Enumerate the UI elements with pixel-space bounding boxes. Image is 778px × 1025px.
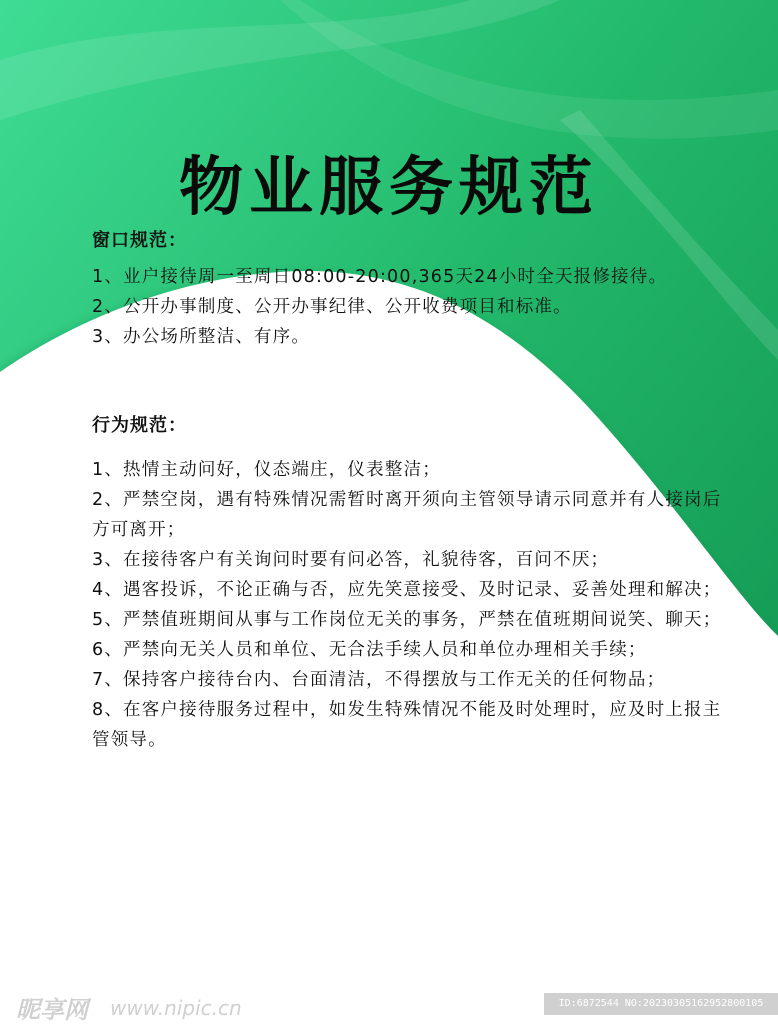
section-heading: 行为规范： — [92, 415, 187, 436]
list-item: 2、公开办事制度、公开办事纪律、公开收费项目和标准。 — [92, 297, 572, 317]
list-item: 1、业户接待周一至周日08:00-20:00,365天24小时全天报修接待。 — [92, 267, 668, 287]
list-item: 1、热情主动问好，仪态端庄，仪表整洁； — [92, 460, 441, 480]
watermark-logo: 昵享网 — [16, 996, 88, 1024]
window-standards-section — [92, 226, 732, 352]
list-item: 4、遇客投诉，不论正确与否，应先笑意接受、及时记录、妥善处理和解决； — [92, 580, 722, 600]
image-id-badge: ID:6872544 NO:20230305162952800105 — [544, 993, 778, 1015]
section-heading: 窗口规范： — [92, 230, 187, 251]
list-item: 8、在客户接待服务过程中，如发生特殊情况不能及时处理时，应及时上报主管领导。 — [92, 700, 722, 750]
list-item: 5、严禁值班期间从事与工作岗位无关的事务，严禁在值班期间说笑、聊天； — [92, 610, 722, 630]
page-title: 物业服务规范 — [179, 151, 599, 225]
list-item: 3、办公场所整洁、有序。 — [92, 327, 311, 347]
list-item: 3、在接待客户有关询问时要有问必答，礼貌待客，百问不厌； — [92, 550, 610, 570]
list-item: 2、严禁空岗，遇有特殊情况需暂时离开须向主管领导请示同意并有人接岗后方可离开； — [92, 490, 722, 540]
behavior-standards-section — [92, 411, 732, 755]
list-item: 7、保持客户接待台内、台面清洁，不得摆放与工作无关的任何物品； — [92, 670, 666, 690]
watermark-url: www.nipic.cn — [110, 996, 242, 1020]
list-item: 6、严禁向无关人员和单位、无合法手续人员和单位办理相关手续； — [92, 640, 647, 660]
